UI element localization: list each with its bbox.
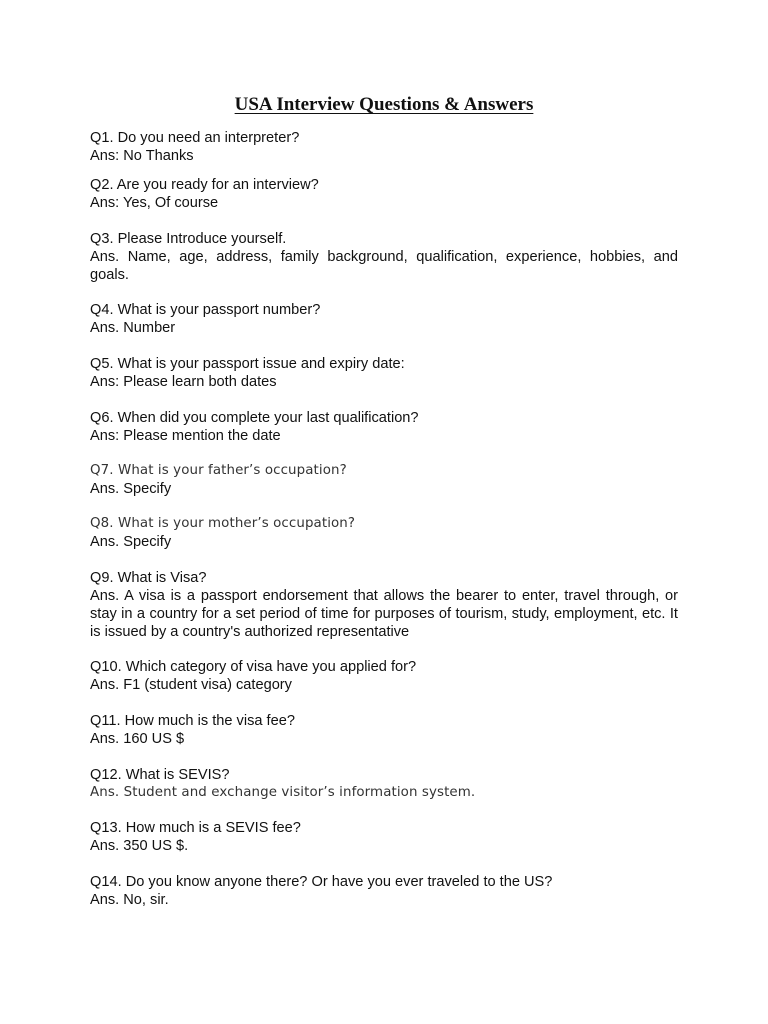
answer: Ans. A visa is a passport endorsement that allows the bearer to enter, travel through, or stay in a country for a set period of time for purposes of tourism, study, employment, etc. It is issued by a country's authorized representative [90,588,678,640]
qa-item-8 [90,515,678,551]
qa-item-12 [90,766,678,802]
question: Q6. When did you complete your last qualification? [90,410,419,426]
answer: Ans: Please mention the date [90,428,281,444]
question: Q2. Are you ready for an interview? [90,177,319,193]
question: Q8. What is your mother’s occupation? [90,516,356,531]
question: Q7. What is your father’s occupation? [90,463,347,478]
question: Q3. Please Introduce yourself. [90,231,287,247]
answer: Ans. Student and exchange visitor’s information system. [90,785,476,800]
document-title [0,93,768,117]
answer: Ans. Number [90,320,176,336]
qa-item-13 [90,819,678,855]
answer: Ans: No Thanks [90,148,194,164]
question: Q4. What is your passport number? [90,302,321,318]
title-text: USA Interview Questions & Answers [234,94,534,115]
qa-item-2 [90,176,678,212]
qa-item-7 [90,462,678,498]
answer: Ans. Name, age, address, family background, qualification, experience, hobbies, and goals. [90,249,678,283]
question: Q5. What is your passport issue and expiry date: [90,356,405,372]
answer: Ans. Specify [90,534,172,550]
answer: Ans. F1 (student visa) category [90,677,292,693]
answer: Ans. No, sir. [90,892,169,908]
question: Q12. What is SEVIS? [90,767,230,783]
question: Q1. Do you need an interpreter? [90,130,300,146]
question: Q10. Which category of visa have you applied for? [90,659,417,675]
question: Q14. Do you know anyone there? Or have you ever traveled to the US? [90,874,553,890]
question: Q11. How much is the visa fee? [90,713,295,729]
qa-item-3 [90,230,678,284]
qa-item-4 [90,301,678,337]
qa-item-14 [90,873,678,909]
qa-item-1 [90,129,678,165]
question: Q13. How much is a SEVIS fee? [90,820,301,836]
qa-item-10 [90,658,678,694]
question: Q9. What is Visa? [90,570,207,586]
qa-item-6 [90,409,678,445]
answer: Ans. 160 US $ [90,731,185,747]
qa-item-11 [90,712,678,748]
qa-item-5 [90,355,678,391]
answer: Ans. 350 US $. [90,838,189,854]
answer: Ans. Specify [90,481,172,497]
answer: Ans: Yes, Of course [90,195,219,211]
qa-item-9 [90,569,678,641]
answer: Ans: Please learn both dates [90,374,277,390]
